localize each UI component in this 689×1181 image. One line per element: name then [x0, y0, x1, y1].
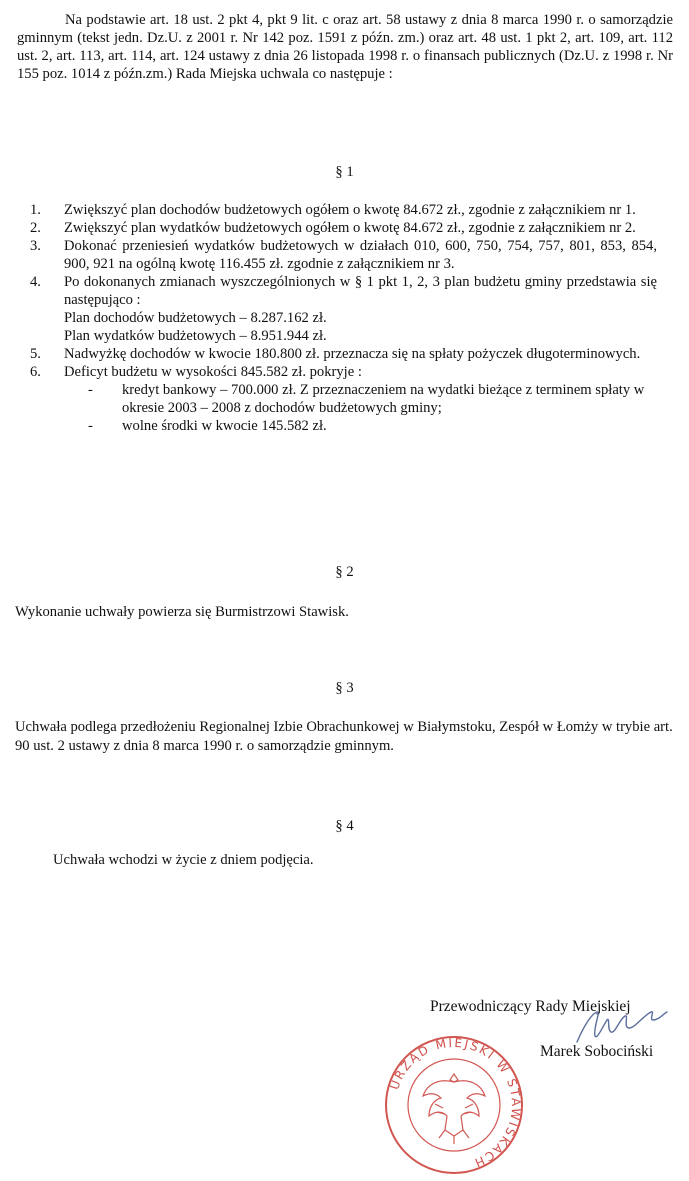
stamp-text: URZĄD MIEJSKI W STAWISKACH: [387, 1035, 524, 1171]
section-3-text: Uchwała podlega przedłożeniu Regionalnej Izbie Obrachunkowej w Białymstoku, Zespół w Łomży w trybie art. 90 ust. 2 ustawy z dnia 8 marca 1990 r. o samorządzie gminnym.: [15, 719, 673, 754]
list-item: [30, 219, 657, 237]
item-text: Po dokonanych zmianach wyszczególnionych w § 1 pkt 1, 2, 3 plan budżetu gminy przedstawia się następująco :: [64, 274, 657, 308]
official-stamp: [379, 1034, 529, 1176]
plan-income: Plan dochodów budżetowych – 8.287.162 zł.: [64, 310, 327, 326]
item-text: Nadwyżkę dochodów w kwocie 180.800 zł. przeznacza się na spłaty pożyczek długoterminowych.: [64, 346, 641, 362]
item-number: 2.: [30, 220, 41, 236]
list-item: [30, 201, 657, 219]
plan-expense: Plan wydatków budżetowych – 8.951.944 zł.: [64, 328, 327, 344]
section-2-text: Wykonanie uchwały powierza się Burmistrzowi Stawisk.: [15, 604, 349, 620]
section-3-heading: § 3: [335, 680, 354, 696]
item-number: 6.: [30, 364, 41, 380]
signature-name: Marek Sobociński: [540, 1043, 654, 1060]
section-1-heading: § 1: [335, 164, 354, 180]
signature-title: Przewodniczący Rady Miejskiej: [430, 998, 631, 1015]
list-item: [88, 417, 657, 435]
eagle-emblem: [423, 1074, 485, 1144]
list-item: [30, 237, 657, 273]
item-text: Zwiększyć plan dochodów budżetowych ogółem o kwotę 84.672 zł., zgodnie z załącznikiem nr 1.: [64, 202, 636, 218]
item-text: Deficyt budżetu w wysokości 845.582 zł. pokryje :: [64, 364, 362, 380]
section-4-heading: § 4: [335, 818, 354, 834]
list-item: [88, 381, 657, 417]
item-text: kredyt bankowy – 700.000 zł. Z przeznaczeniem na wydatki bieżące z terminem spłaty w okresie 2003 – 2008 z dochodów budżetowych gminy;: [122, 382, 645, 416]
item-text: Zwiększyć plan wydatków budżetowych ogółem o kwotę 84.672 zł., zgodnie z załącznikiem nr 2.: [64, 220, 636, 236]
dash-bullet: -: [88, 418, 93, 434]
list-item: [30, 273, 657, 345]
item-text: Dokonać przeniesień wydatków budżetowych w działach 010, 600, 750, 754, 757, 801, 853, 854, 900, 921 na ogólną kwotę 116.455 zł. zgodnie z załącznikiem nr 3.: [64, 238, 657, 272]
item-text: wolne środki w kwocie 145.582 zł.: [122, 418, 327, 434]
item-number: 1.: [30, 202, 41, 218]
item-number: 4.: [30, 274, 41, 290]
list-item: [30, 345, 657, 363]
deficit-sources: [64, 381, 657, 435]
item-number: 3.: [30, 238, 41, 254]
list-item: [30, 363, 657, 435]
item-number: 5.: [30, 346, 41, 362]
budget-plan: [64, 309, 657, 345]
preamble-paragraph: Na podstawie art. 18 ust. 2 pkt 4, pkt 9 lit. c oraz art. 58 ustawy z dnia 8 marca 1990 r. o samorządzie gminnym (tekst jedn. Dz.U. z 2001 r. Nr 142 poz. 1591 z późn. zm.) oraz art. 48 ust. 1 pkt 2, art. 109, art. 112 ust. 2, art. 113, art. 114, art. 124 ustawy z dnia 26 listopada 1998 r. o finansach publicznych (Dz.U. z 1998 r. Nr 155 poz. 1014 z późn.zm.) Rada Miejska uchwala co następuje :: [17, 12, 673, 82]
section-1-list: [30, 201, 657, 435]
section-2-heading: § 2: [335, 564, 354, 580]
dash-bullet: -: [88, 382, 93, 398]
handwritten-signature: [573, 1006, 669, 1046]
section-4-text: Uchwała wchodzi w życie z dniem podjęcia.: [53, 852, 314, 868]
